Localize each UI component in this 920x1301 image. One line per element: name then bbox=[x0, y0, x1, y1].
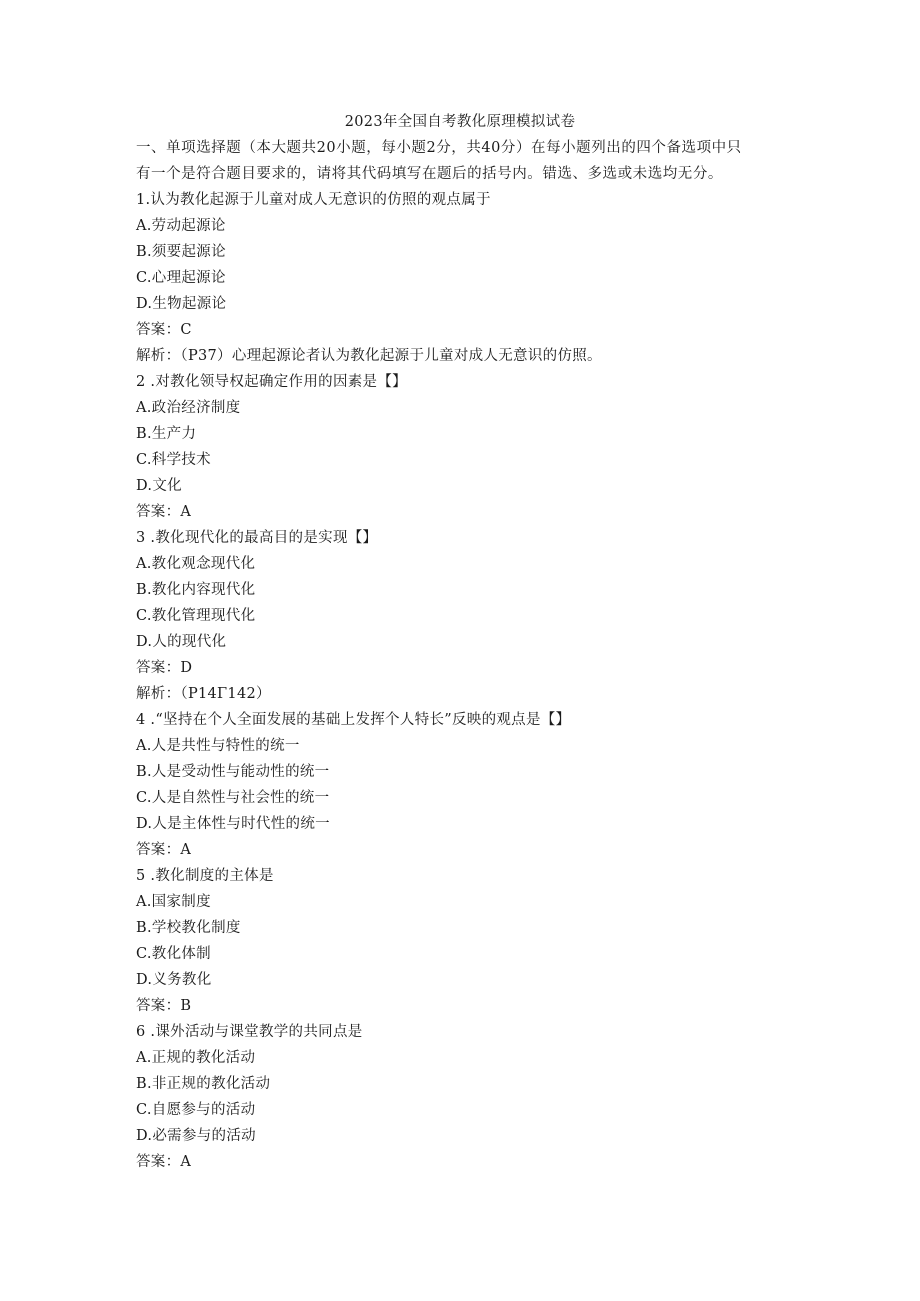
question-4 bbox=[136, 707, 796, 863]
answer: 答案：B bbox=[136, 998, 192, 1014]
option-d: D.义务教化 bbox=[136, 972, 212, 988]
option-a: A.人是共性与特性的统一 bbox=[136, 738, 300, 754]
question-2 bbox=[136, 369, 796, 525]
option-b: B.须要起源论 bbox=[136, 244, 226, 260]
option-a: A.政治经济制度 bbox=[136, 400, 241, 416]
option-b: B.非正规的教化活动 bbox=[136, 1076, 271, 1092]
question-stem: 5 .教化制度的主体是 bbox=[136, 868, 274, 884]
analysis: 解析：（P14Γ142） bbox=[136, 686, 271, 702]
question-3 bbox=[136, 525, 796, 707]
question-stem: 2 .对教化领导权起确定作用的因素是【】 bbox=[136, 374, 407, 390]
option-c: C.人是自然性与社会性的统一 bbox=[136, 790, 330, 806]
option-c: C.教化体制 bbox=[136, 946, 211, 962]
option-c: C.自愿参与的活动 bbox=[136, 1102, 256, 1118]
question-stem: 6 .课外活动与课堂教学的共同点是 bbox=[136, 1024, 363, 1040]
answer: 答案：A bbox=[136, 504, 192, 520]
answer: 答案：A bbox=[136, 842, 192, 858]
question-6 bbox=[136, 1019, 796, 1175]
option-d: D.文化 bbox=[136, 478, 182, 494]
option-d: D.人是主体性与时代性的统一 bbox=[136, 816, 330, 832]
answer: 答案：D bbox=[136, 660, 193, 676]
question-stem: 3 .教化现代化的最高目的是实现【】 bbox=[136, 530, 378, 546]
option-b: B.学校教化制度 bbox=[136, 920, 241, 936]
option-d: D.必需参与的活动 bbox=[136, 1128, 256, 1144]
option-a: A.国家制度 bbox=[136, 894, 211, 910]
option-a: A.劳动起源论 bbox=[136, 218, 226, 234]
option-d: D.生物起源论 bbox=[136, 296, 227, 312]
option-b: B.教化内容现代化 bbox=[136, 582, 256, 598]
option-d: D.人的现代化 bbox=[136, 634, 227, 650]
analysis: 解析：（P37）心理起源论者认为教化起源于儿童对成人无意识的仿照。 bbox=[136, 348, 602, 364]
option-a: A.教化观念现代化 bbox=[136, 556, 256, 572]
section-intro-line: 一、单项选择题（本大题共20小题，每小题2分，共40分）在每小题列出的四个备选项中只 bbox=[136, 140, 742, 156]
question-stem: 1.认为教化起源于儿童对成人无意识的仿照的观点属于 bbox=[136, 192, 491, 208]
section-intro-line: 有一个是符合题目要求的，请将其代码填写在题后的括号内。错选、多选或未选均无分。 bbox=[136, 166, 723, 182]
answer: 答案：C bbox=[136, 322, 192, 338]
option-b: B.生产力 bbox=[136, 426, 197, 442]
question-5 bbox=[136, 863, 796, 1019]
option-b: B.人是受动性与能动性的统一 bbox=[136, 764, 330, 780]
document-title: 2023年全国自考教化原理模拟试卷 bbox=[344, 114, 576, 130]
question-stem: 4 .“坚持在个人全面发展的基础上发挥个人特长”反映的观点是【】 bbox=[136, 712, 571, 728]
option-c: C.心理起源论 bbox=[136, 270, 226, 286]
answer: 答案：A bbox=[136, 1154, 192, 1170]
document-body bbox=[136, 135, 796, 1175]
option-c: C.教化管理现代化 bbox=[136, 608, 256, 624]
option-c: C.科学技术 bbox=[136, 452, 211, 468]
option-a: A.正规的教化活动 bbox=[136, 1050, 256, 1066]
question-1 bbox=[136, 187, 796, 369]
